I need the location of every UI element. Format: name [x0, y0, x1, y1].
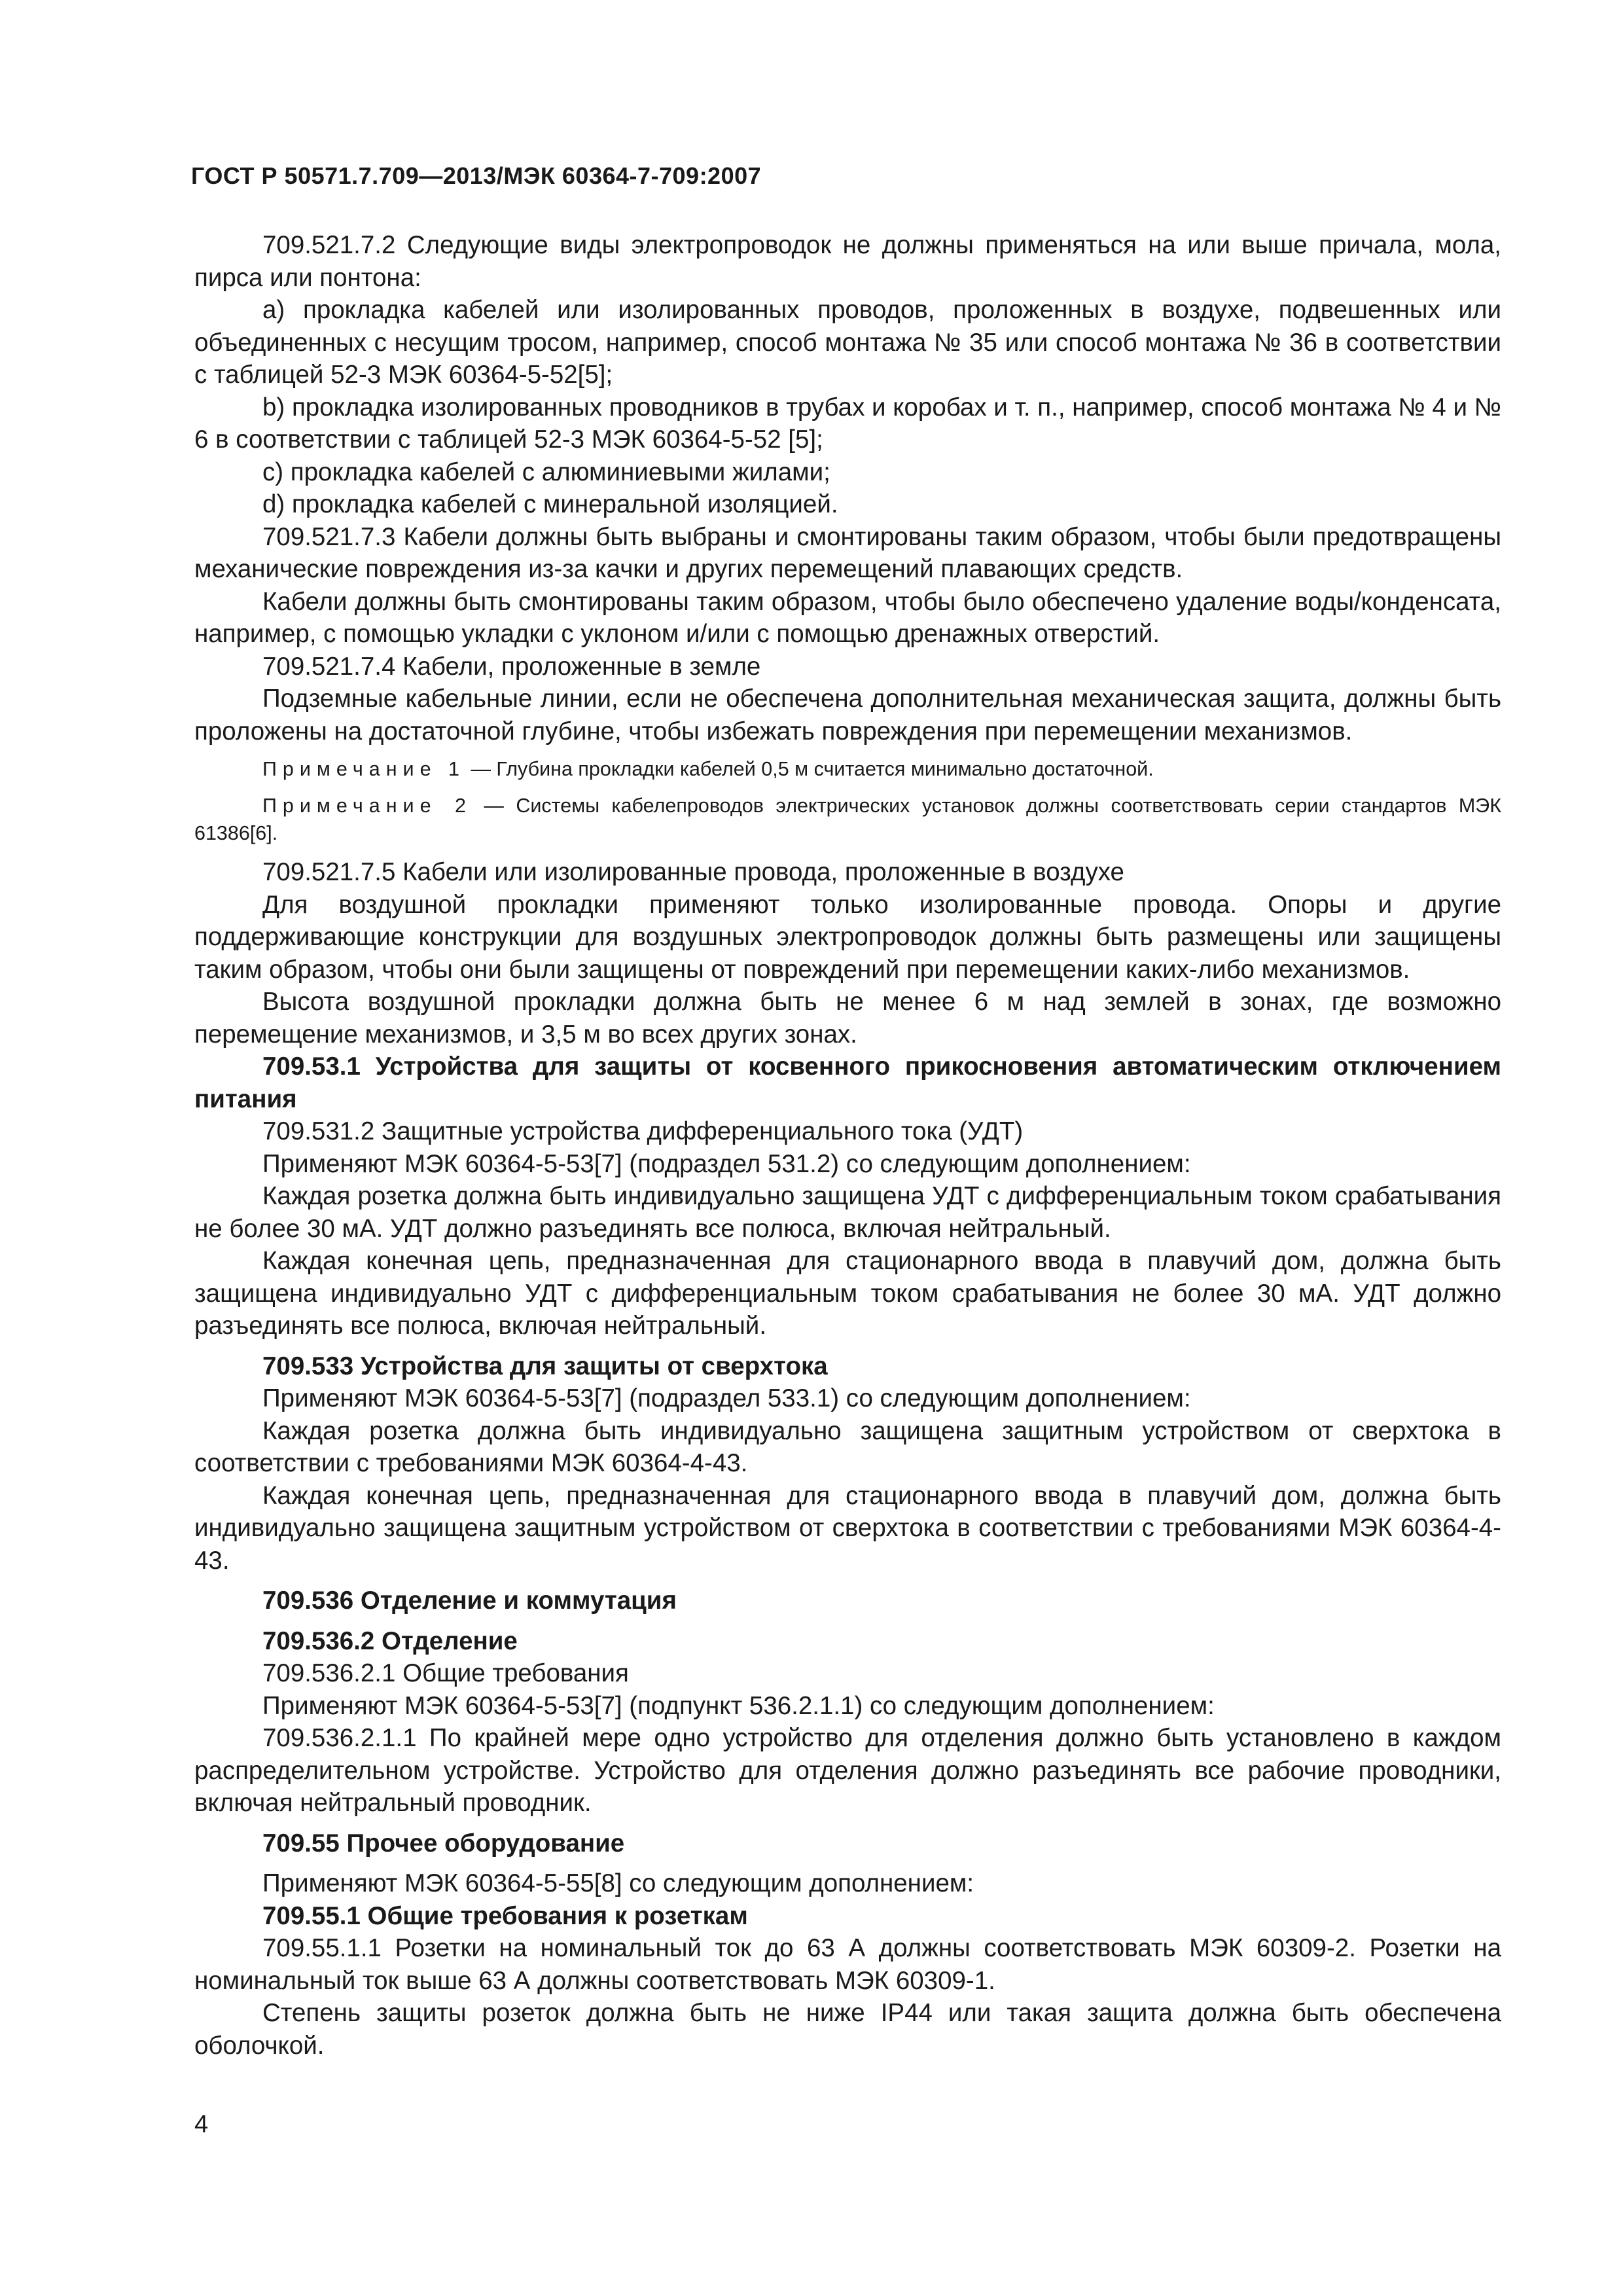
- paragraph-apply-531-2: Применяют МЭК 60364-5-53[7] (подраздел 531.2) со следующим дополнением:: [262, 1149, 1191, 1178]
- document-body: [194, 229, 1501, 2062]
- note-1-label: Примечание 1: [262, 758, 465, 780]
- clause-709-55-1-1: 709.55.1.1 Розетки на номинальный ток до 63 А должны соответствовать МЭК 60309-2. Розетки на номинальный ток выше 63 А должны соответствовать МЭК 60309-1.: [194, 1934, 1501, 1995]
- list-item-a: a) прокладка кабелей или изолированных проводов, проложенных в воздухе, подвешенных или объединенных с несущим тросом, например, способ монтажа № 35 или способ монтажа № 36 в соответствии с таблицей 52-3 МЭК 60364-5-52[5];: [194, 296, 1501, 389]
- paragraph-apply-533-1: Применяют МЭК 60364-5-53[7] (подраздел 533.1) со следующим дополнением:: [262, 1384, 1191, 1412]
- clause-709-536-2-1: 709.536.2.1 Общие требования: [262, 1659, 629, 1687]
- clause-709-531-2: 709.531.2 Защитные устройства дифференциального тока (УДТ): [262, 1117, 1024, 1145]
- note-2: [194, 792, 1501, 847]
- list-item-c: c) прокладка кабелей с алюминиевыми жилами;: [262, 457, 830, 486]
- heading-709-536: 709.536 Отделение и коммутация: [262, 1587, 677, 1615]
- clause-709-536-2-1-1: 709.536.2.1.1 По крайней мере одно устройство для отделения должно быть установлено в каждом распределительном устройстве. Устройство для отделения должно разъединять все рабочие проводники, включая нейтральный проводник.: [194, 1724, 1501, 1817]
- list-item-d: d) прокладка кабелей с минеральной изоляцией.: [262, 490, 838, 518]
- heading-709-55: 709.55 Прочее оборудование: [262, 1829, 625, 1857]
- paragraph-final-circuit-overcurrent: Каждая конечная цепь, предназначенная для стационарного ввода в плавучий дом, должна быть индивидуально защищена защитным устройством от сверхтока в соответствии с требованиями МЭК 60364-4-43.: [194, 1481, 1501, 1575]
- heading-709-53-1: 709.53.1 Устройства для защиты от косвенного прикосновения автоматическим отключением питания: [194, 1052, 1501, 1113]
- paragraph-socket-rcd: Каждая розетка должна быть индивидуально защищена УДТ с дифференциальным током срабатывания не более 30 мА. УДТ должно разъединять все полюса, включая нейтральный.: [194, 1182, 1501, 1243]
- paragraph-apply-536-2-1-1: Применяют МЭК 60364-5-53[7] (подпункт 536.2.1.1) со следующим дополнением:: [262, 1691, 1215, 1720]
- clause-709-521-7-3: 709.521.7.3 Кабели должны быть выбраны и смонтированы таким образом, чтобы были предотвращены механические повреждения из-за качки и других перемещений плавающих средств.: [194, 522, 1501, 583]
- heading-709-533: 709.533 Устройства для защиты от сверхтока: [262, 1352, 828, 1380]
- paragraph-overhead-height: Высота воздушной прокладки должна быть не менее 6 м над землей в зонах, где возможно перемещение механизмов, и 3,5 м во всех других зонах.: [194, 988, 1501, 1049]
- note-1: [194, 755, 1501, 783]
- paragraph-apply-55: Применяют МЭК 60364-5-55[8] со следующим дополнением:: [262, 1869, 974, 1897]
- heading-709-55-1: 709.55.1 Общие требования к розеткам: [262, 1901, 748, 1930]
- paragraph-ip44: Степень защиты розеток должна быть не ниже IP44 или такая защита должна быть обеспечена оболочкой.: [194, 1999, 1501, 2060]
- paragraph-drainage: Кабели должны быть смонтированы таким образом, чтобы было обеспечено удаление воды/конденсата, например, с помощью укладки с уклоном и/или с помощью дренажных отверстий.: [194, 587, 1501, 648]
- clause-709-521-7-2: 709.521.7.2 Следующие виды электропроводок не должны применяться на или выше причала, мола, пирса или понтона:: [194, 231, 1501, 292]
- paragraph-socket-overcurrent: Каждая розетка должна быть индивидуально защищена защитным устройством от сверхтока в соответствии с требованиями МЭК 60364-4-43.: [194, 1416, 1501, 1477]
- note-1-text: — Глубина прокладки кабелей 0,5 м считается минимально достаточной.: [465, 758, 1154, 780]
- page-number: 4: [194, 2111, 209, 2138]
- standard-designation-header: ГОСТ Р 50571.7.709—2013/МЭК 60364-7-709:2007: [191, 162, 762, 189]
- paragraph-underground-cables: Подземные кабельные линии, если не обеспечена дополнительная механическая защита, должны быть проложены на достаточной глубине, чтобы избежать повреждения при перемещении механизмов.: [194, 685, 1501, 745]
- note-2-label: Примечание 2: [262, 795, 472, 817]
- list-item-b: b) прокладка изолированных проводников в трубах и коробах и т. п., например, способ монтажа № 4 и № 6 в соответствии с таблицей 52-3 МЭК 60364-5-52 [5];: [194, 393, 1501, 454]
- clause-709-521-7-5: 709.521.7.5 Кабели или изолированные провода, проложенные в воздухе: [262, 858, 1124, 886]
- note-2-text: — Системы кабелепроводов электрических установок должны соответствовать серии стандартов МЭК 61386[6].: [194, 795, 1501, 844]
- paragraph-final-circuit-rcd: Каждая конечная цепь, предназначенная для стационарного ввода в плавучий дом, должна быть защищена индивидуально УДТ с дифференциальным током срабатывания не более 30 мА. УДТ должно разъединять все полюса, включая нейтральный.: [194, 1247, 1501, 1340]
- paragraph-overhead-wiring: Для воздушной прокладки применяют только изолированные провода. Опоры и другие поддерживающие конструкции для воздушных электропроводок должны быть размещены или защищены таким образом, чтобы они были защищены от повреждений при перемещении каких-либо механизмов.: [194, 890, 1501, 984]
- heading-709-536-2: 709.536.2 Отделение: [262, 1626, 518, 1655]
- clause-709-521-7-4: 709.521.7.4 Кабели, проложенные в земле: [262, 652, 761, 681]
